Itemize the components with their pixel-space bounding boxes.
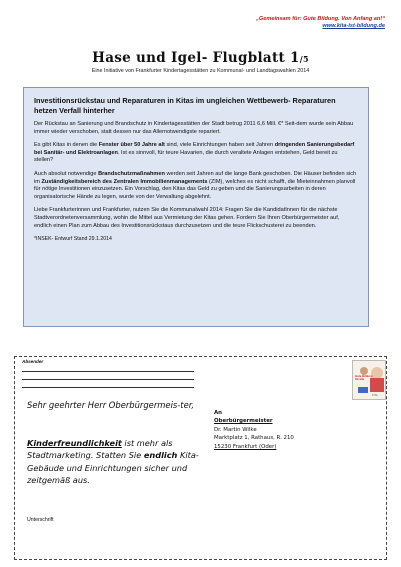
page-title xyxy=(12,50,389,66)
stamp-caption: KITA xyxy=(372,394,378,397)
page-subtitle: Eine Initiative von Frankfurter Kindertagesstätten zu Kommunal- und Landtagswahlen 2014 xyxy=(91,68,310,74)
message-emphasis: endlich xyxy=(143,450,178,461)
website-link[interactable]: www.kita-ist-bildung.de xyxy=(322,23,385,29)
highlight-zim: Zuständigkeitsbereich des Zentralen Immobilienmanagements xyxy=(41,178,208,185)
article-paragraph-4: Liebe Frankfurterinnen und Frankfurter, nutzen Sie die Kommunalwahl 2014: Fragen Sie die KandidatInnen für die nächste Stadtverordnetenversammlung, wohin die Mittel aus Vermietung der Kitas gehen. Fordern Sie Ihren Oberbürgermeister auf, endlich einen Plan zum Abbau des Investitionsrückstaus durchzusetzen und die teure Flickschusterei zu beenden. xyxy=(34,207,340,229)
highlight-sanitation: dringenden Sanierungsbedarf bei Sanitär- und Elektroanlagen xyxy=(34,142,355,156)
header-slogan xyxy=(200,16,385,30)
sender-line[interactable] xyxy=(22,379,194,380)
recipient-city: 15230 Frankfurt (Oder) xyxy=(214,443,277,450)
message-keyword: Kinderfreundlichkeit xyxy=(27,438,122,448)
article-paragraph-1: Der Rückstau an Sanierung und Brandschutz in Kindertagesstätten der Stadt betrug 2011 6,6 Mill. €* Seit-dem wurde sein Abbau immer wieder verschoben, statt dessen nur das Allernotwendigste repariert. xyxy=(34,121,354,135)
article-heading: Investitionsrückstau und Reparaturen in Kitas im ungleichen Wettbewerb- Reparaturen hetzen Verfall hinterher xyxy=(34,96,336,115)
postcard-greeting: Sehr geehrter Herr Oberbürgermeis-ter, xyxy=(27,400,195,410)
recipient-office: Oberbürgermeister xyxy=(214,418,273,425)
title-issue: /5 xyxy=(299,54,309,64)
recipient-street: Marktplatz 1, Rathaus, R. 210 xyxy=(214,435,294,442)
recipient-address xyxy=(214,409,374,451)
title-main: Hase und Igel- Flugblatt 1 xyxy=(92,50,300,66)
article-box xyxy=(23,87,369,327)
slogan-text: „Gemeinsam für: Gute Bildung. Von Anfang an!“ xyxy=(256,16,385,22)
highlight-fire-safety: Brandschutzmaßnahmen xyxy=(98,170,165,177)
article-paragraph-2: Es gibt Kitas in denen die Fenster über 50 Jahre alt sind, viele Einrichtungen haben seit Jahren dringenden Sanierungsbedarf bei Sanitär- und Elektroanlagen. Ist es sinnvoll, für teure Havarien, die durch veraltete Anlagen entstehen, Geld bereit zu stellen? xyxy=(34,142,355,164)
highlight-windows: Fenster über 50 Jahre alt xyxy=(98,142,165,149)
sender-line[interactable] xyxy=(22,371,194,372)
article-footnote: *INSEK- Entwurf Stand 29.1.2014 xyxy=(34,236,112,243)
sender-line[interactable] xyxy=(22,387,194,388)
postcard xyxy=(14,356,387,560)
postcard-message: Kinderfreundlichkeit ist mehr als Stadtmarketing. Statten Sie endlich Kita- Gebäude und Einrichtungen sicher und zeitgemäß aus. xyxy=(27,438,199,486)
recipient-prefix: An xyxy=(214,410,223,416)
postage-stamp xyxy=(352,360,386,400)
article-paragraph-3: Auch absolut notwendige Brandschutzmaßnahmen werden seit Jahren auf die lange Bank geschoben. Die Häuser befinden sich im Zuständigkeitsbereich des Zentralen Immobilienmanagements (ZIM), welches es nicht schafft, die Mieteinnahmen planvoll für nötige Investitionen einzusetzen. Ein Vorschlag, den Kitas das Geld zu geben und die Sanierungsarbeiten in deren organisatorische Hände zu legen, wurde von der Verwaltung abgelehnt. xyxy=(34,170,357,200)
sender-label: Absender xyxy=(22,359,44,364)
stamp-text: Gute Bildung für alle xyxy=(355,374,373,382)
recipient-name: Dr. Martin Wilke xyxy=(214,426,257,433)
signature-label: Unterschrift xyxy=(27,517,54,523)
